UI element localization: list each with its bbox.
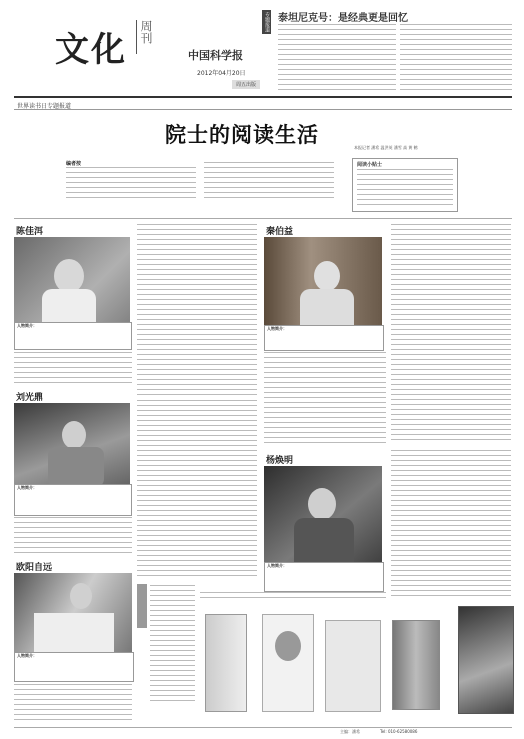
caption-liu-lead: 人物简介： <box>17 485 37 490</box>
weekday: 周五出版 <box>232 80 260 89</box>
divider-main <box>14 218 512 219</box>
text-liu-2 <box>137 400 257 558</box>
text-chen-2 <box>137 224 257 396</box>
book-cover <box>458 606 514 714</box>
weekly-badge-text: 周刊 <box>139 20 153 44</box>
photo-ouyang <box>14 573 132 653</box>
caption-qin <box>264 325 384 351</box>
top-article-text-2 <box>400 24 512 92</box>
intro-text-right <box>204 162 334 199</box>
caption-yang <box>264 562 384 592</box>
top-side-label: 专题报道 <box>264 12 270 32</box>
text-qin-2 <box>391 224 511 444</box>
person-name-chen: 陈佳洱 <box>16 227 44 237</box>
text-qin-1 <box>264 352 386 444</box>
photo-ouyang-small <box>137 584 147 628</box>
headline: 院士的阅读生活 <box>165 123 319 147</box>
section-bar <box>14 101 512 110</box>
book-cover <box>262 614 314 712</box>
tips-text <box>357 169 453 207</box>
intro-lead: 编者按 <box>66 161 82 167</box>
footer-contact: Tel: 010-62580086 <box>380 729 418 734</box>
masthead-rule <box>14 96 512 98</box>
photo-qin <box>264 237 382 337</box>
caption-ouyang-lead: 人物简介： <box>17 653 37 658</box>
person-name-ouyang: 欧阳自远 <box>16 563 53 573</box>
top-headline: 泰坦尼克号：是经典更是回忆 <box>278 13 408 24</box>
paper-name: 中国科学报 <box>188 49 243 62</box>
text-yang-1 <box>200 592 386 602</box>
caption-chen-lead: 人物简介： <box>17 323 37 328</box>
person-name-yang: 杨焕明 <box>266 456 294 466</box>
caption-qin-lead: 人物简介： <box>267 326 287 331</box>
caption-ouyang <box>14 652 134 682</box>
byline: 本报记者 潘希 温洪英 潘雪 高 黄 鹤 <box>354 145 418 150</box>
footer-rule <box>14 727 512 728</box>
person-name-qin: 秦伯益 <box>266 227 294 237</box>
book-cover <box>392 620 440 710</box>
text-liu-1 <box>14 517 132 553</box>
caption-chen <box>14 322 132 350</box>
person-name-liu: 刘光鼎 <box>16 393 44 403</box>
caption-liu <box>14 484 132 516</box>
issue-date: 2012年04月20日 <box>197 70 246 77</box>
text-ouyang-1 <box>14 684 132 724</box>
book-cover <box>325 620 381 712</box>
text-yang-2 <box>391 450 511 600</box>
tips-sidebar <box>352 158 458 212</box>
intro-text-left <box>66 167 196 199</box>
section-title: 文化 <box>55 30 127 70</box>
section-bar-label: 世界读书日专题报道 <box>17 103 72 110</box>
photo-liu <box>14 403 130 495</box>
top-article-text <box>278 24 396 92</box>
book-cover <box>205 614 247 712</box>
text-chen-1 <box>14 352 132 384</box>
tips-title: 阅读小贴士 <box>357 162 383 168</box>
text-ouyang-3 <box>150 585 195 703</box>
caption-yang-lead: 人物简介： <box>267 563 287 568</box>
intro-block <box>60 160 340 202</box>
footer-editor: 主编：潘希 <box>340 729 360 734</box>
text-ouyang-2 <box>137 560 257 580</box>
photo-yang <box>264 466 382 572</box>
